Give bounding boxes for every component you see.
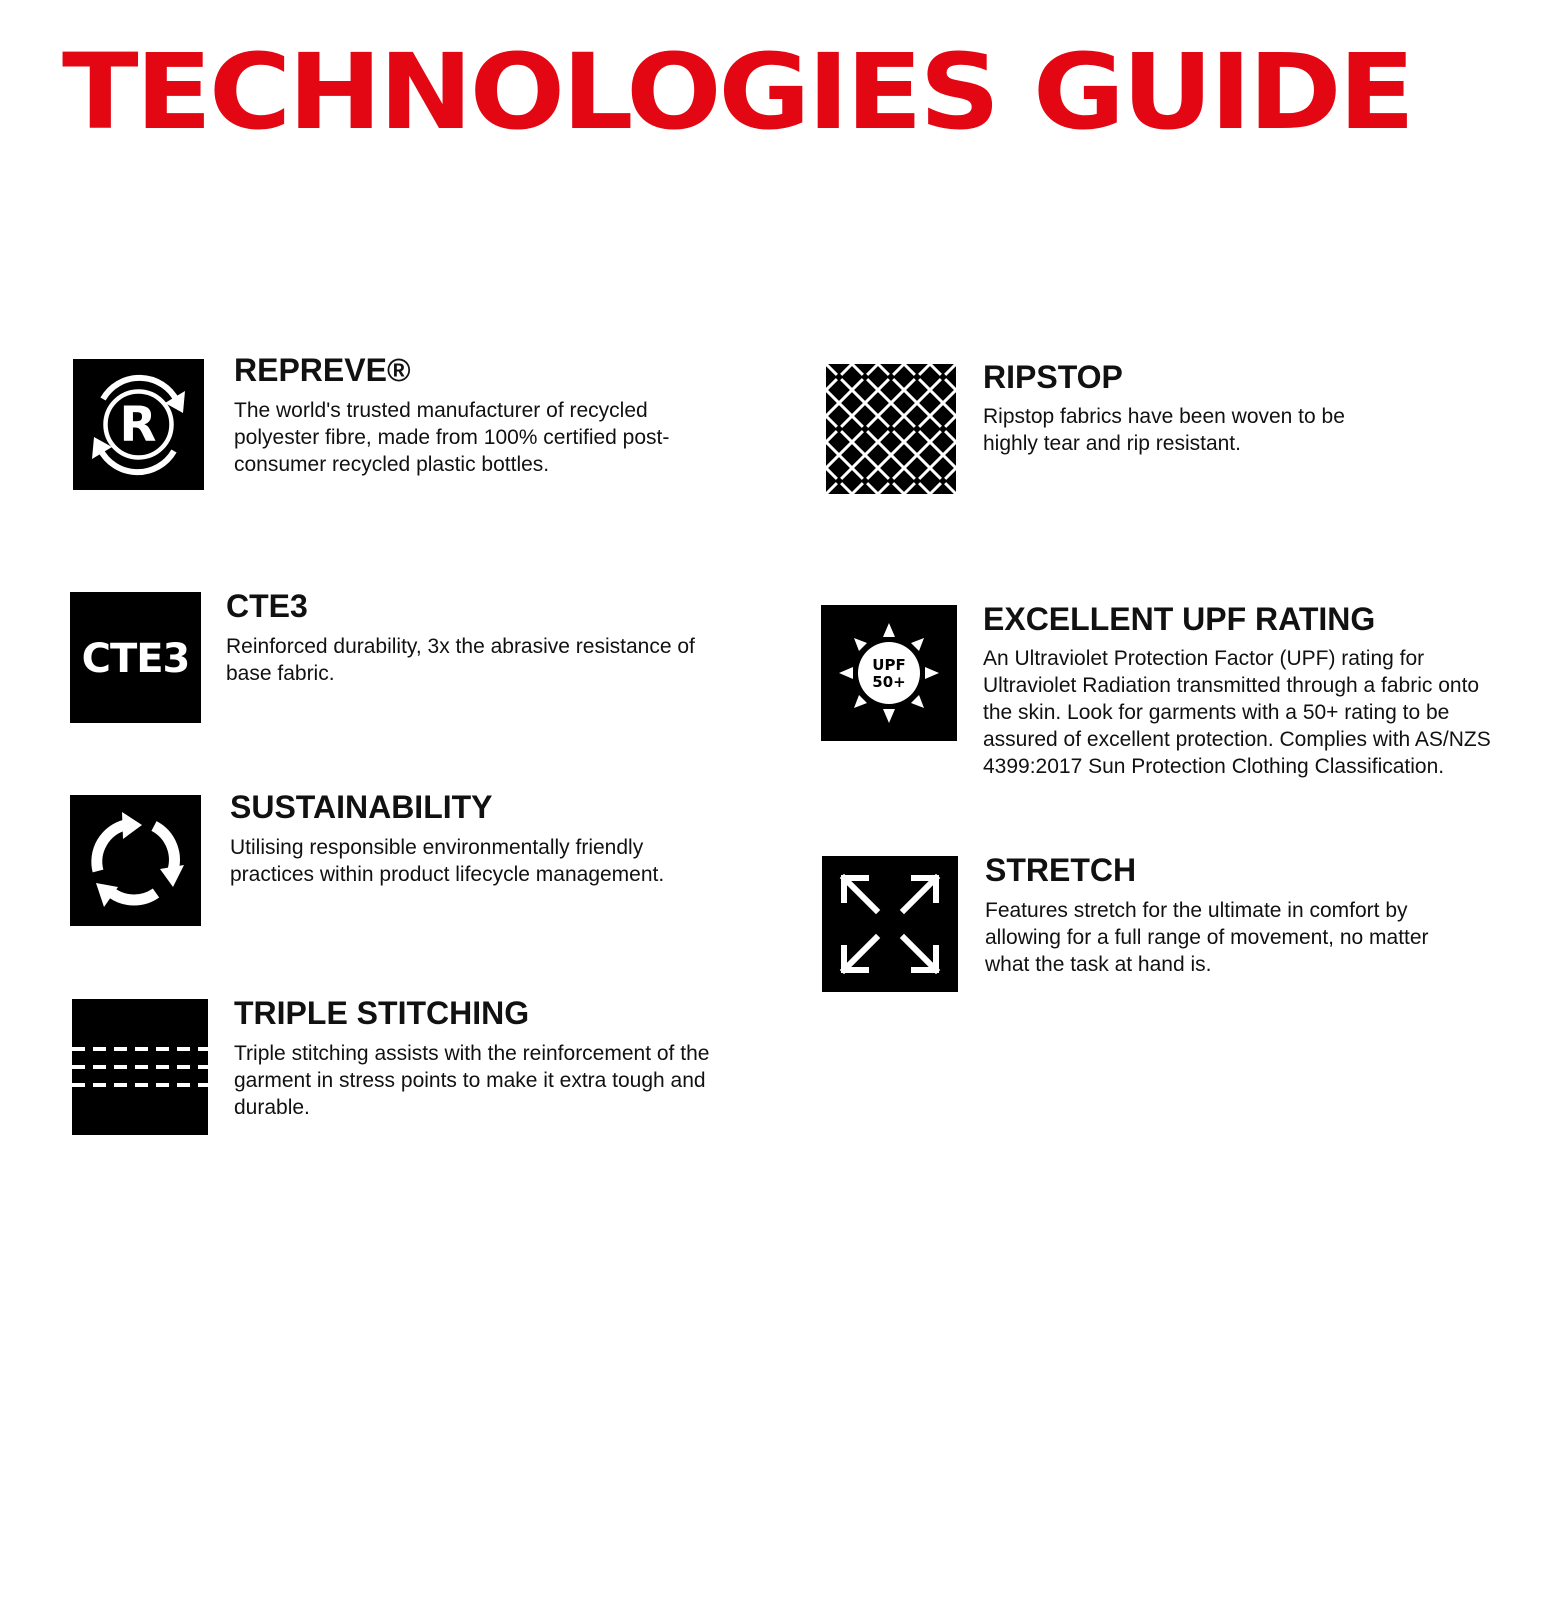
tech-item-description: The world's trusted manufacturer of recycled polyester fibre, made from 100% certified post-consumer recycled plastic bottles. [234,399,670,476]
tech-item-description: Features stretch for the ultimate in comfort by allowing for a full range of movement, no matter what the task at hand is. [985,899,1429,976]
tech-item-description: Triple stitching assists with the reinforcement of the garment in stress points to make it extra tough and durable. [234,1042,710,1119]
tech-item-title: CTE3 [226,588,308,624]
tech-item-description: Ripstop fabrics have been woven to be highly tear and rip resistant. [983,405,1345,455]
upf-icon-label-bottom: 50+ [872,673,906,691]
ripstop-icon [826,364,956,494]
tech-item-title: SUSTAINABILITY [230,789,493,825]
cte3-icon [70,592,201,723]
recycle-arrows-icon [70,795,201,926]
tech-item-title: STRETCH [985,852,1137,888]
tech-item-description: An Ultraviolet Protection Factor (UPF) rating for Ultraviolet Radiation transmitted through a fabric onto the skin. Look for garments with a 50+ rating to be assured of excellent protection. Complies with AS/NZS 4399:2017 Sun Protection Clothing Classification. [983,647,1491,778]
tech-item-description: Utilising responsible environmentally friendly practices within product lifecycle management. [230,836,665,886]
stretch-arrows-icon [822,856,958,992]
svg-text:R: R [119,397,157,453]
repreve-icon [73,359,204,490]
tech-item-title: REPREVE® [234,352,411,388]
tech-item-description: Reinforced durability, 3x the abrasive resistance of base fabric. [226,635,695,685]
upf-icon-label-top: UPF [872,656,906,674]
page-title: TECHNOLOGIES GUIDE [62,31,1412,153]
tech-item-title: TRIPLE STITCHING [234,995,530,1031]
tech-item-title: RIPSTOP [983,359,1123,395]
triple-stitching-icon [72,999,208,1135]
upf-sun-icon [821,605,957,741]
tech-item-title: EXCELLENT UPF RATING [983,601,1376,637]
cte3-icon-label: CTE3 [81,636,190,682]
